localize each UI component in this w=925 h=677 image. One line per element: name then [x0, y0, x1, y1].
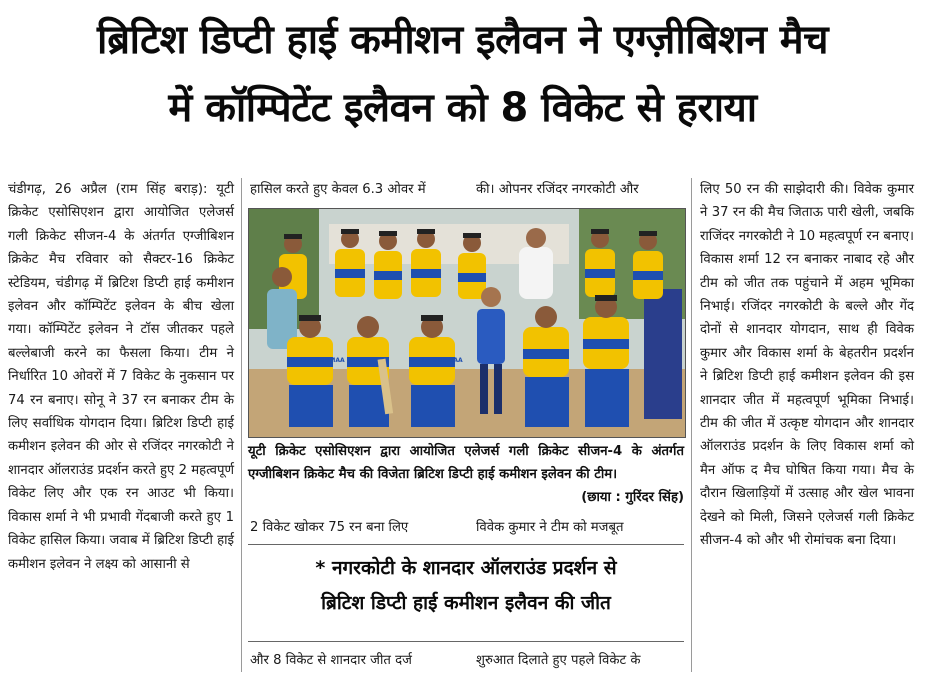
- team-photo: [248, 208, 686, 438]
- jersey-print: BALLA GHUMAA: [291, 357, 345, 364]
- caption-text: यूटी क्रिकेट एसोसिएशन द्वारा आयोजित एलेजर्स गली क्रिकेट सीजन-4 के अंतर्गत एग्जीबिशन क्रिकेट मैच की विजेता ब्रिटिश डिप्टी हाई कमीशन इलेवन की टीम।: [248, 444, 684, 482]
- pullquote-rule-top: [248, 544, 684, 545]
- pullquote-line-1: * नगरकोटी के शानदार ऑलराउंड प्रदर्शन से: [315, 557, 617, 579]
- jersey-print: BALLA GHUMAA: [409, 357, 463, 364]
- pullquote-line-2: ब्रिटिश डिप्टी हाई कमीशन इलैवन की जीत: [321, 592, 611, 614]
- column-3-bottom-line: शुरुआत दिलाते हुए पहले विकेट के: [476, 653, 641, 668]
- photo-credit: (छाया : गुरिंदर सिंह): [581, 490, 684, 505]
- pullquote: [248, 551, 684, 621]
- headline: [0, 6, 925, 142]
- pullquote-rule-bottom: [248, 641, 684, 642]
- column-divider: [691, 178, 692, 672]
- article-column-4: लिए 50 रन की साझेदारी की। विवेक कुमार ने 37 रन की मैच जिताऊ पारी खेली, जबकि राजिंदर नगरकोटी ने 10 महत्वपूर्ण रन बनाए। विकास शर्मा 12 रन बनाकर नाबाद रहे और टीम को जीत तक पहुंचाने में अहम भूमिका निभाई। रजिंदर नगरकोटी के बल्ले और गेंद दोनों से शानदार योगदान, साथ ही विवेक कुमार और विकास शर्मा के बेहतरीन प्रदर्शन ने ब्रिटिश डिप्टी हाई कमीशन इलेवन की इस शानदार जीत में महत्वपूर्ण भूमिका निभाई। टीम की जीत में उत्कृष्ट योगदान और शानदार ऑलराउंड प्रदर्शन के लिए विकास शर्मा को मैन ऑफ द मैच घोषित किया गया। मैच के दौरान खिलाड़ियों में उत्साह और खेल भावना देखने को मिली, जिसने एलेजर्स गली क्रिकेट सीजन-4 को और भी रोमांचक बना दिया।: [700, 182, 914, 549]
- article-column-1: चंडीगढ़, 26 अप्रैल (राम सिंह बराड़): यूटी क्रिकेट एसोसिएशन द्वारा आयोजित एलेजर्स गली क्रिकेट सीजन-4 के अंतर्गत एग्जीबिशन क्रिकेट मैच रविवार को सैक्टर-16 क्रिकेट स्टेडियम, चंडीगढ़ में ब्रिटिश डिप्टी हाई कमीशन इलेवन और कॉम्पिटेंट इलेवन के बीच खेला गया। कॉम्पिटेंट इलेवन ने टॉस जीतकर पहले बल्लेबाजी करने का फैसला किया। टीम ने निर्धारित 10 ओवरों में 7 विकेट के नुकसान पर 74 रन बनाए। सोनू ने 37 रन बनाकर टीम के लिए सर्वाधिक योगदान दिया। ब्रिटिश डिप्टी हाई कमीशन इलेवन की ओर से रजिंदर नगरकोटी ने शानदार ऑलराउंड प्रदर्शन करते हुए 2 महत्वपूर्ण विकेट लिए और एक रन आउट भी किया। विकास शर्मा ने भी प्रभावी गेंदबाजी करते हुए 1 विकेट हासिल किया। जवाब में ब्रिटिश डिप्टी हाई कमीशन इलेवन ने लक्ष्य को आसानी से: [8, 182, 234, 572]
- photo-caption: [248, 440, 684, 509]
- headline-line-2: में कॉम्पिटेंट इलैवन को 8 विकेट से हराया: [168, 85, 757, 131]
- column-3-top-line: की। ओपनर रजिंदर नगरकोटी और: [476, 182, 639, 197]
- column-2-top-line: हासिल करते हुए केवल 6.3 ओवर में: [250, 182, 426, 197]
- team-photo-illustration: [249, 209, 685, 437]
- column-divider: [241, 178, 242, 672]
- column-2-mid-line: 2 विकेट खोकर 75 रन बना लिए: [250, 520, 409, 535]
- column-3-mid-line: विवेक कुमार ने टीम को मजबूत: [476, 520, 624, 535]
- headline-line-1: ब्रिटिश डिप्टी हाई कमीशन इलैवन ने एग्ज़ीबिशन मैच: [96, 17, 829, 63]
- column-2-bottom-line: और 8 विकेट से शानदार जीत दर्ज: [250, 653, 412, 668]
